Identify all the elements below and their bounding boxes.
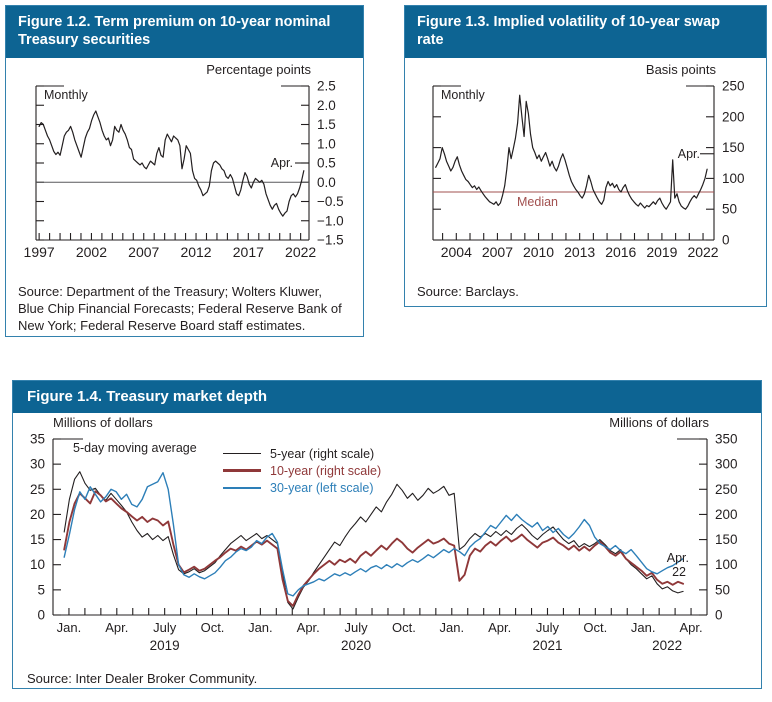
figure-1-4-source: Source: Inter Dealer Broker Community. <box>27 671 258 687</box>
svg-text:250: 250 <box>722 78 745 94</box>
svg-text:Apr.: Apr. <box>105 620 129 636</box>
svg-text:50: 50 <box>715 582 731 598</box>
figure-1-3-source: Source: Barclays. <box>417 283 519 299</box>
svg-text:2002: 2002 <box>75 243 108 260</box>
figure-1-2-title <box>6 6 363 58</box>
svg-text:Oct.: Oct. <box>392 620 416 636</box>
svg-text:2021: 2021 <box>532 638 563 654</box>
moving-average-note: 5-day moving average <box>73 441 197 456</box>
svg-text:0: 0 <box>37 607 45 623</box>
svg-text:1.0: 1.0 <box>317 136 336 152</box>
svg-text:2007: 2007 <box>481 243 514 260</box>
legend-label: 5-year (right scale) <box>270 446 375 461</box>
figure-title-text: Figure 1.4. Treasury market depth <box>27 388 268 405</box>
svg-text:1997: 1997 <box>23 243 55 260</box>
figure-title-text: Figure 1.2. Term premium on 10-year nominal Treasury securities <box>18 14 331 49</box>
svg-text:35: 35 <box>29 431 45 447</box>
svg-text:Oct.: Oct. <box>583 620 608 636</box>
svg-text:350: 350 <box>715 431 738 447</box>
line-swatch-icon <box>223 469 261 472</box>
legend-item-5-year <box>223 445 381 462</box>
y-axis-unit-label: Basis points <box>645 61 716 77</box>
svg-text:1.5: 1.5 <box>317 116 336 132</box>
svg-text:Jan.: Jan. <box>56 620 82 636</box>
svg-text:2007: 2007 <box>128 243 160 260</box>
series-legend <box>223 445 381 496</box>
svg-text:Oct.: Oct. <box>200 620 225 636</box>
svg-text:2022: 2022 <box>652 638 683 654</box>
legend-label: 10-year (right scale) <box>270 463 382 478</box>
latest-point-annotation-year: 22 <box>672 565 686 580</box>
figure-1-4-panel <box>12 380 762 689</box>
svg-text:2022: 2022 <box>687 243 719 260</box>
svg-text:Jan.: Jan. <box>630 620 656 636</box>
legend-label: 30-year (left scale) <box>270 480 374 495</box>
svg-text:150: 150 <box>715 532 738 548</box>
svg-text:2019: 2019 <box>149 638 180 654</box>
latest-point-annotation: Apr. <box>677 146 700 161</box>
figure-1-2-chart <box>6 60 363 280</box>
y-axis-unit-label: Percentage points <box>206 61 311 77</box>
left-axis-unit-label: Millions of dollars <box>53 415 153 431</box>
figure-1-2-source: Source: Department of the Treasury; Wolters Kluwer, Blue Chip Financial Forecasts; Federal Reserve Bank of New York; Federal Reserve Board staff estimates. <box>18 283 342 334</box>
figure-1-3-panel <box>404 5 767 307</box>
figure-1-3-title <box>405 6 766 58</box>
svg-text:2022: 2022 <box>285 243 317 260</box>
svg-text:15: 15 <box>29 532 45 548</box>
svg-text:5: 5 <box>37 582 45 598</box>
figure-title-text: Figure 1.3. Implied volatility of 10-year swap rate <box>417 14 720 49</box>
svg-text:100: 100 <box>722 170 745 186</box>
svg-text:2016: 2016 <box>605 243 637 260</box>
svg-text:50: 50 <box>722 201 738 217</box>
svg-text:2.0: 2.0 <box>317 97 336 113</box>
legend-item-10-year <box>223 462 381 479</box>
svg-text:2019: 2019 <box>646 243 678 260</box>
svg-text:0.5: 0.5 <box>317 155 336 171</box>
figure-1-4-title <box>13 381 761 413</box>
svg-text:200: 200 <box>722 109 745 125</box>
svg-text:2004: 2004 <box>440 243 472 260</box>
svg-text:Jan.: Jan. <box>248 620 273 636</box>
figure-1-4-chart <box>13 415 761 667</box>
line-swatch-icon <box>223 453 261 454</box>
svg-text:30: 30 <box>29 456 45 472</box>
svg-text:2010: 2010 <box>522 243 555 260</box>
median-line-label: Median <box>517 194 558 209</box>
svg-text:300: 300 <box>715 456 738 472</box>
svg-text:July: July <box>153 620 177 636</box>
svg-text:0.0: 0.0 <box>317 174 336 190</box>
line-swatch-icon <box>223 487 261 489</box>
svg-text:250: 250 <box>715 481 738 497</box>
frequency-note: Monthly <box>441 87 485 102</box>
svg-text:July: July <box>535 620 560 636</box>
svg-text:25: 25 <box>29 481 45 497</box>
svg-text:2012: 2012 <box>180 243 212 260</box>
svg-text:20: 20 <box>29 506 45 522</box>
svg-text:10: 10 <box>29 557 45 573</box>
frequency-note: Monthly <box>44 87 88 102</box>
latest-point-annotation: Apr. <box>270 155 293 170</box>
svg-text:0: 0 <box>715 607 723 623</box>
svg-text:Jan.: Jan. <box>439 620 465 636</box>
svg-text:100: 100 <box>715 557 738 573</box>
svg-text:−0.5: −0.5 <box>317 193 344 209</box>
svg-text:July: July <box>344 620 368 636</box>
svg-text:2.5: 2.5 <box>317 78 336 94</box>
svg-text:0: 0 <box>722 232 730 248</box>
right-axis-unit-label: Millions of dollars <box>609 415 709 431</box>
svg-text:200: 200 <box>715 506 738 522</box>
legend-item-30-year <box>223 479 381 496</box>
svg-text:2017: 2017 <box>232 243 264 260</box>
svg-text:−1.5: −1.5 <box>317 232 344 248</box>
svg-text:Apr.: Apr. <box>679 620 703 636</box>
svg-text:150: 150 <box>722 139 745 155</box>
svg-text:Apr.: Apr. <box>296 620 320 636</box>
latest-point-annotation: Apr. <box>666 551 689 566</box>
svg-text:Apr.: Apr. <box>488 620 512 636</box>
figure-1-3-chart <box>405 60 766 280</box>
svg-text:2013: 2013 <box>564 243 596 260</box>
svg-text:2020: 2020 <box>341 638 372 654</box>
svg-text:−1.0: −1.0 <box>317 213 344 229</box>
figure-1-2-panel <box>5 5 364 337</box>
